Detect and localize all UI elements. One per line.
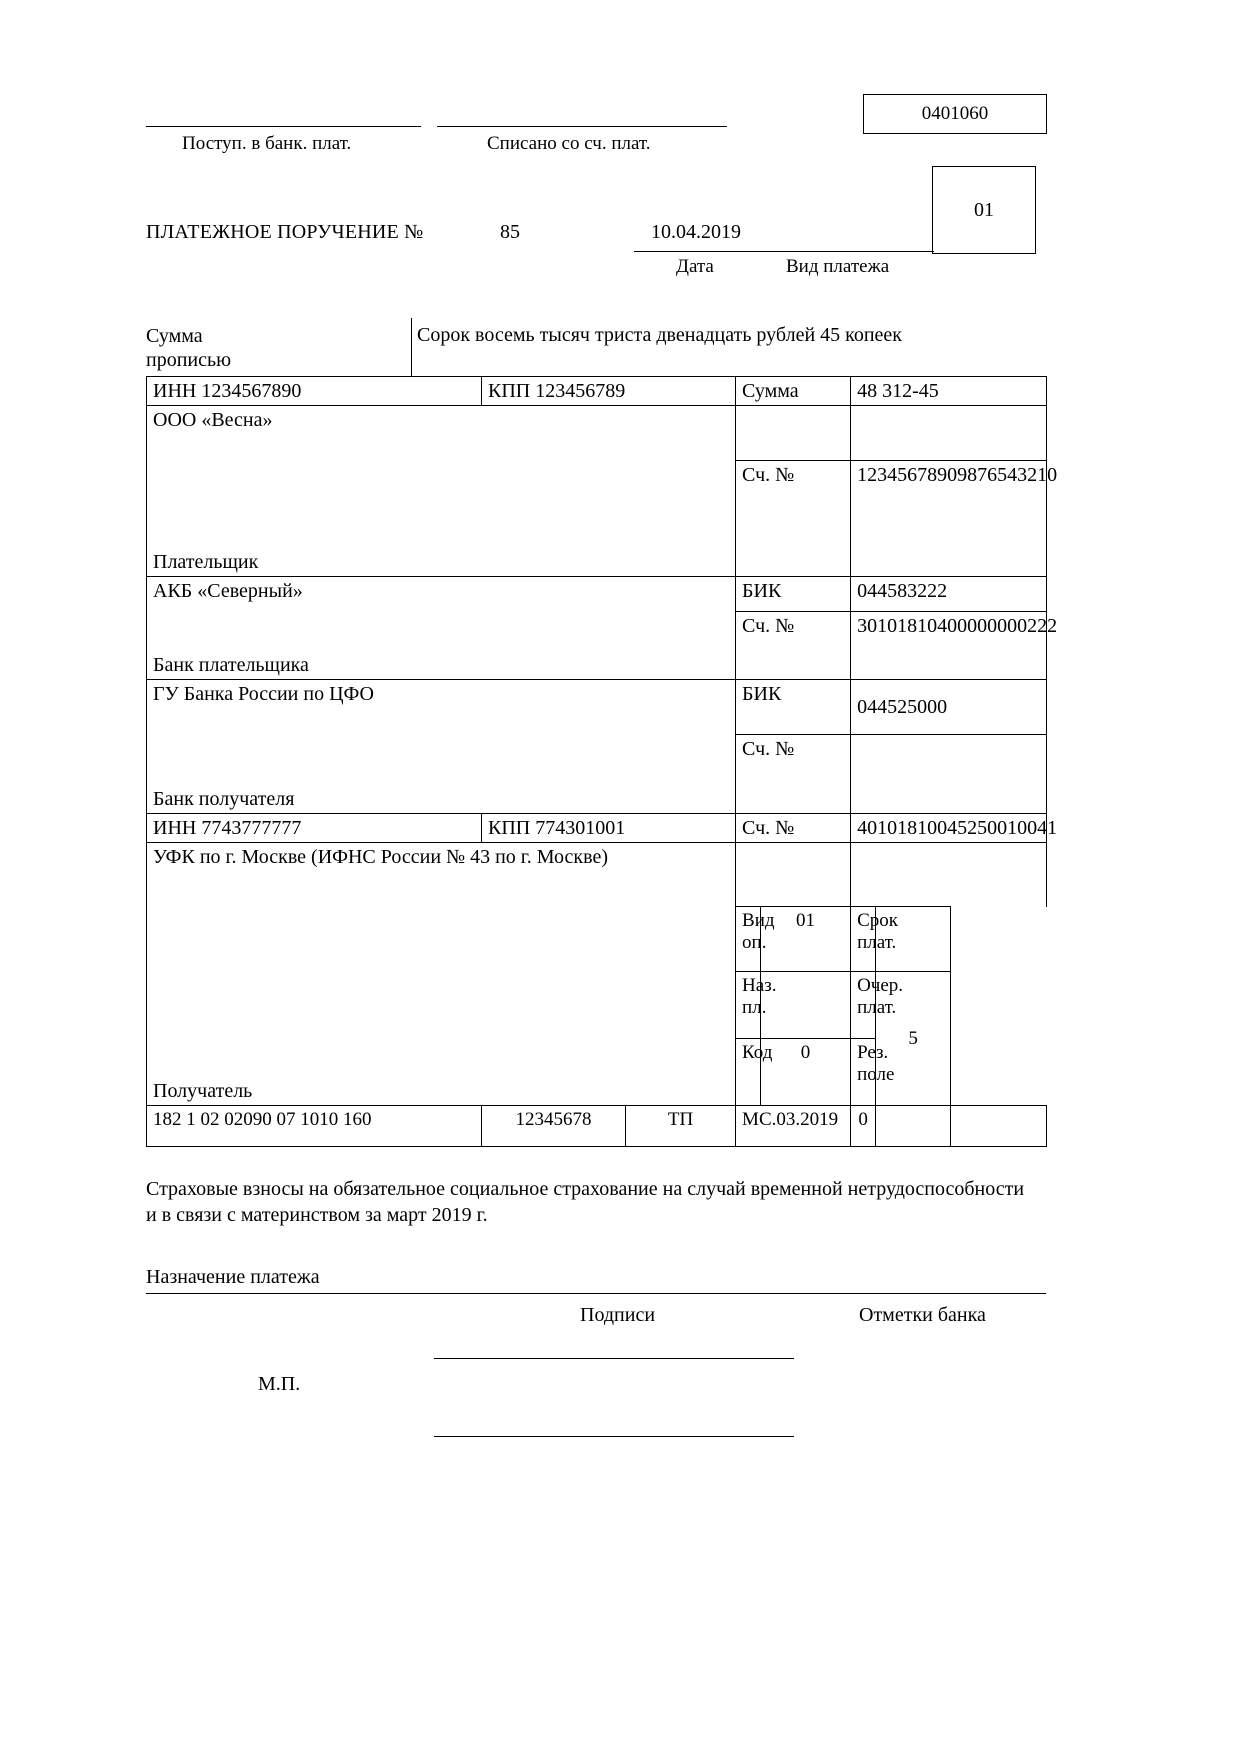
ocher-plat-value-cell: 5 — [876, 972, 951, 1106]
payee-name-cell: УФК по г. Москве (ИФНС России № 43 по г. Москве) — [147, 843, 736, 972]
ocher-plat-label-line1: Очер. — [857, 975, 904, 996]
payer-kpp-cell: КПП 123456789 — [482, 377, 736, 406]
payer-bank-account-value-cell: 30101810400000000222 — [851, 612, 1047, 680]
sum-in-words-value: Сорок восемь тысяч триста двенадцать рублей 45 копеек — [417, 324, 903, 346]
kod-label-cell: Код — [736, 1039, 761, 1106]
document-title: ПЛАТЕЖНОЕ ПОРУЧЕНИЕ № — [146, 221, 424, 243]
sum-in-words-label — [146, 324, 231, 372]
vid-op-value-cell: 01 — [761, 907, 851, 972]
sum-in-words-divider — [411, 318, 412, 376]
payee-bank-bik-label-cell: БИК — [736, 680, 851, 735]
bank-marks-label: Отметки банка — [859, 1304, 986, 1326]
payer-bank-label-cell: Банк плательщика — [147, 638, 736, 680]
payer-account-label-cell: Сч. № — [736, 461, 851, 577]
doc-date-cell — [876, 1106, 951, 1147]
basis-cell: ТП — [626, 1106, 736, 1147]
operation-spacer-right — [851, 843, 1047, 907]
srok-plat-label-line2: плат. — [857, 932, 897, 953]
signature-line-1 — [434, 1358, 794, 1359]
srok-plat-label-line1: Срок — [857, 910, 898, 931]
table-row-budget-fields — [147, 1106, 1047, 1147]
document-number: 85 — [500, 221, 520, 243]
purpose-underline — [146, 1293, 1046, 1294]
payer-bank-account-label-cell: Сч. № — [736, 612, 851, 680]
payee-bank-bik-value-cell: 044525000 — [851, 680, 1047, 735]
kod-value-cell: 0 — [761, 1039, 851, 1106]
incoming-receipt-label: Поступ. в банк. плат. — [182, 133, 352, 154]
operation-spacer-left — [736, 843, 851, 907]
oktmo-cell: 12345678 — [482, 1106, 626, 1147]
table-row-operation-naz-pl — [147, 972, 1047, 1039]
payment-kind-value: 01 — [974, 198, 994, 221]
payer-acct-spacer — [736, 406, 851, 461]
form-code-box — [863, 94, 1047, 134]
stamp-label: М.П. — [258, 1373, 301, 1395]
naz-pl-label-cell: Наз. пл. — [736, 972, 761, 1039]
vid-op-label-cell: Вид оп. — [736, 907, 761, 972]
rez-pole-label-line1: Рез. — [857, 1042, 889, 1063]
ocher-plat-label-line2: плат. — [857, 997, 897, 1018]
doc-number-cell: 0 — [851, 1106, 876, 1147]
payee-bank-label-cell: Банк получателя — [147, 767, 736, 814]
payment-order-grid — [146, 376, 1058, 1147]
payment-type-cell — [951, 1106, 1047, 1147]
srok-plat-label-cell — [851, 907, 898, 972]
document-date: 10.04.2019 — [651, 221, 741, 243]
payer-bank-bik-label-cell: БИК — [736, 577, 851, 612]
sum-in-words-label-line2: прописью — [146, 349, 232, 371]
payment-kind-box — [932, 166, 1036, 254]
incoming-receipt-line — [146, 126, 421, 127]
payer-acct-spacer-2 — [851, 406, 1047, 461]
payee-bank-name-cell: ГУ Банка России по ЦФО — [147, 680, 736, 768]
payee-bank-account-label-cell: Сч. № — [736, 735, 851, 814]
payer-bank-bik-value-cell: 044583222 — [851, 577, 1047, 612]
table-row-payer-name — [147, 406, 1047, 461]
table-row-payer-bank — [147, 577, 1047, 612]
payee-inn-cell: ИНН 7743777777 — [147, 814, 482, 843]
payee-account-label-cell: Сч. № — [736, 814, 851, 843]
payer-inn-cell: ИНН 1234567890 — [147, 377, 482, 406]
payer-account-value-cell: 12345678909876543210 — [851, 461, 1047, 577]
date-caption: Дата — [676, 256, 714, 277]
payer-name-cell: ООО «Весна» — [147, 406, 736, 513]
payment-kind-underline — [789, 251, 934, 252]
written-off-receipt-line — [437, 126, 727, 127]
kbk-cell: 182 1 02 02090 07 1010 160 — [147, 1106, 482, 1147]
rez-pole-label-cell — [851, 1039, 895, 1106]
payee-label-cell: Получатель — [147, 972, 736, 1106]
payee-kpp-cell: КПП 774301001 — [482, 814, 736, 843]
date-underline — [634, 251, 794, 252]
signature-line-2 — [434, 1436, 794, 1437]
form-code-value: 0401060 — [921, 103, 989, 124]
purpose-text: Страховые взносы на обязательное социальное страхование на случай временной нетрудоспособности и в связи с материнством за март 2019 г. — [146, 1178, 1025, 1226]
period-cell: МС.03.2019 — [736, 1106, 851, 1147]
payee-account-value-cell: 40101810045250010041 — [851, 814, 1047, 843]
sum-in-words-label-line1: Сумма — [146, 325, 203, 347]
sum-value-cell: 48 312-45 — [851, 377, 1047, 406]
signatures-label: Подписи — [580, 1304, 656, 1326]
purpose-label: Назначение платежа — [146, 1266, 320, 1288]
payer-bank-name-cell: АКБ «Северный» — [147, 577, 736, 639]
payment-kind-caption: Вид платежа — [786, 256, 890, 277]
table-row-payee-name — [147, 843, 1047, 907]
payee-bank-account-value-cell — [851, 735, 1047, 814]
table-row-payer-inn — [147, 377, 1047, 406]
sum-label-cell: Сумма — [736, 377, 851, 406]
table-row-payee-bank — [147, 680, 1047, 735]
ocher-plat-label-cell — [851, 972, 904, 1039]
rez-pole-label-line2: поле — [857, 1064, 895, 1085]
written-off-receipt-label: Списано со сч. плат. — [487, 133, 651, 154]
table-row-payee-inn — [147, 814, 1047, 843]
payer-label-cell: Плательщик — [147, 512, 736, 577]
